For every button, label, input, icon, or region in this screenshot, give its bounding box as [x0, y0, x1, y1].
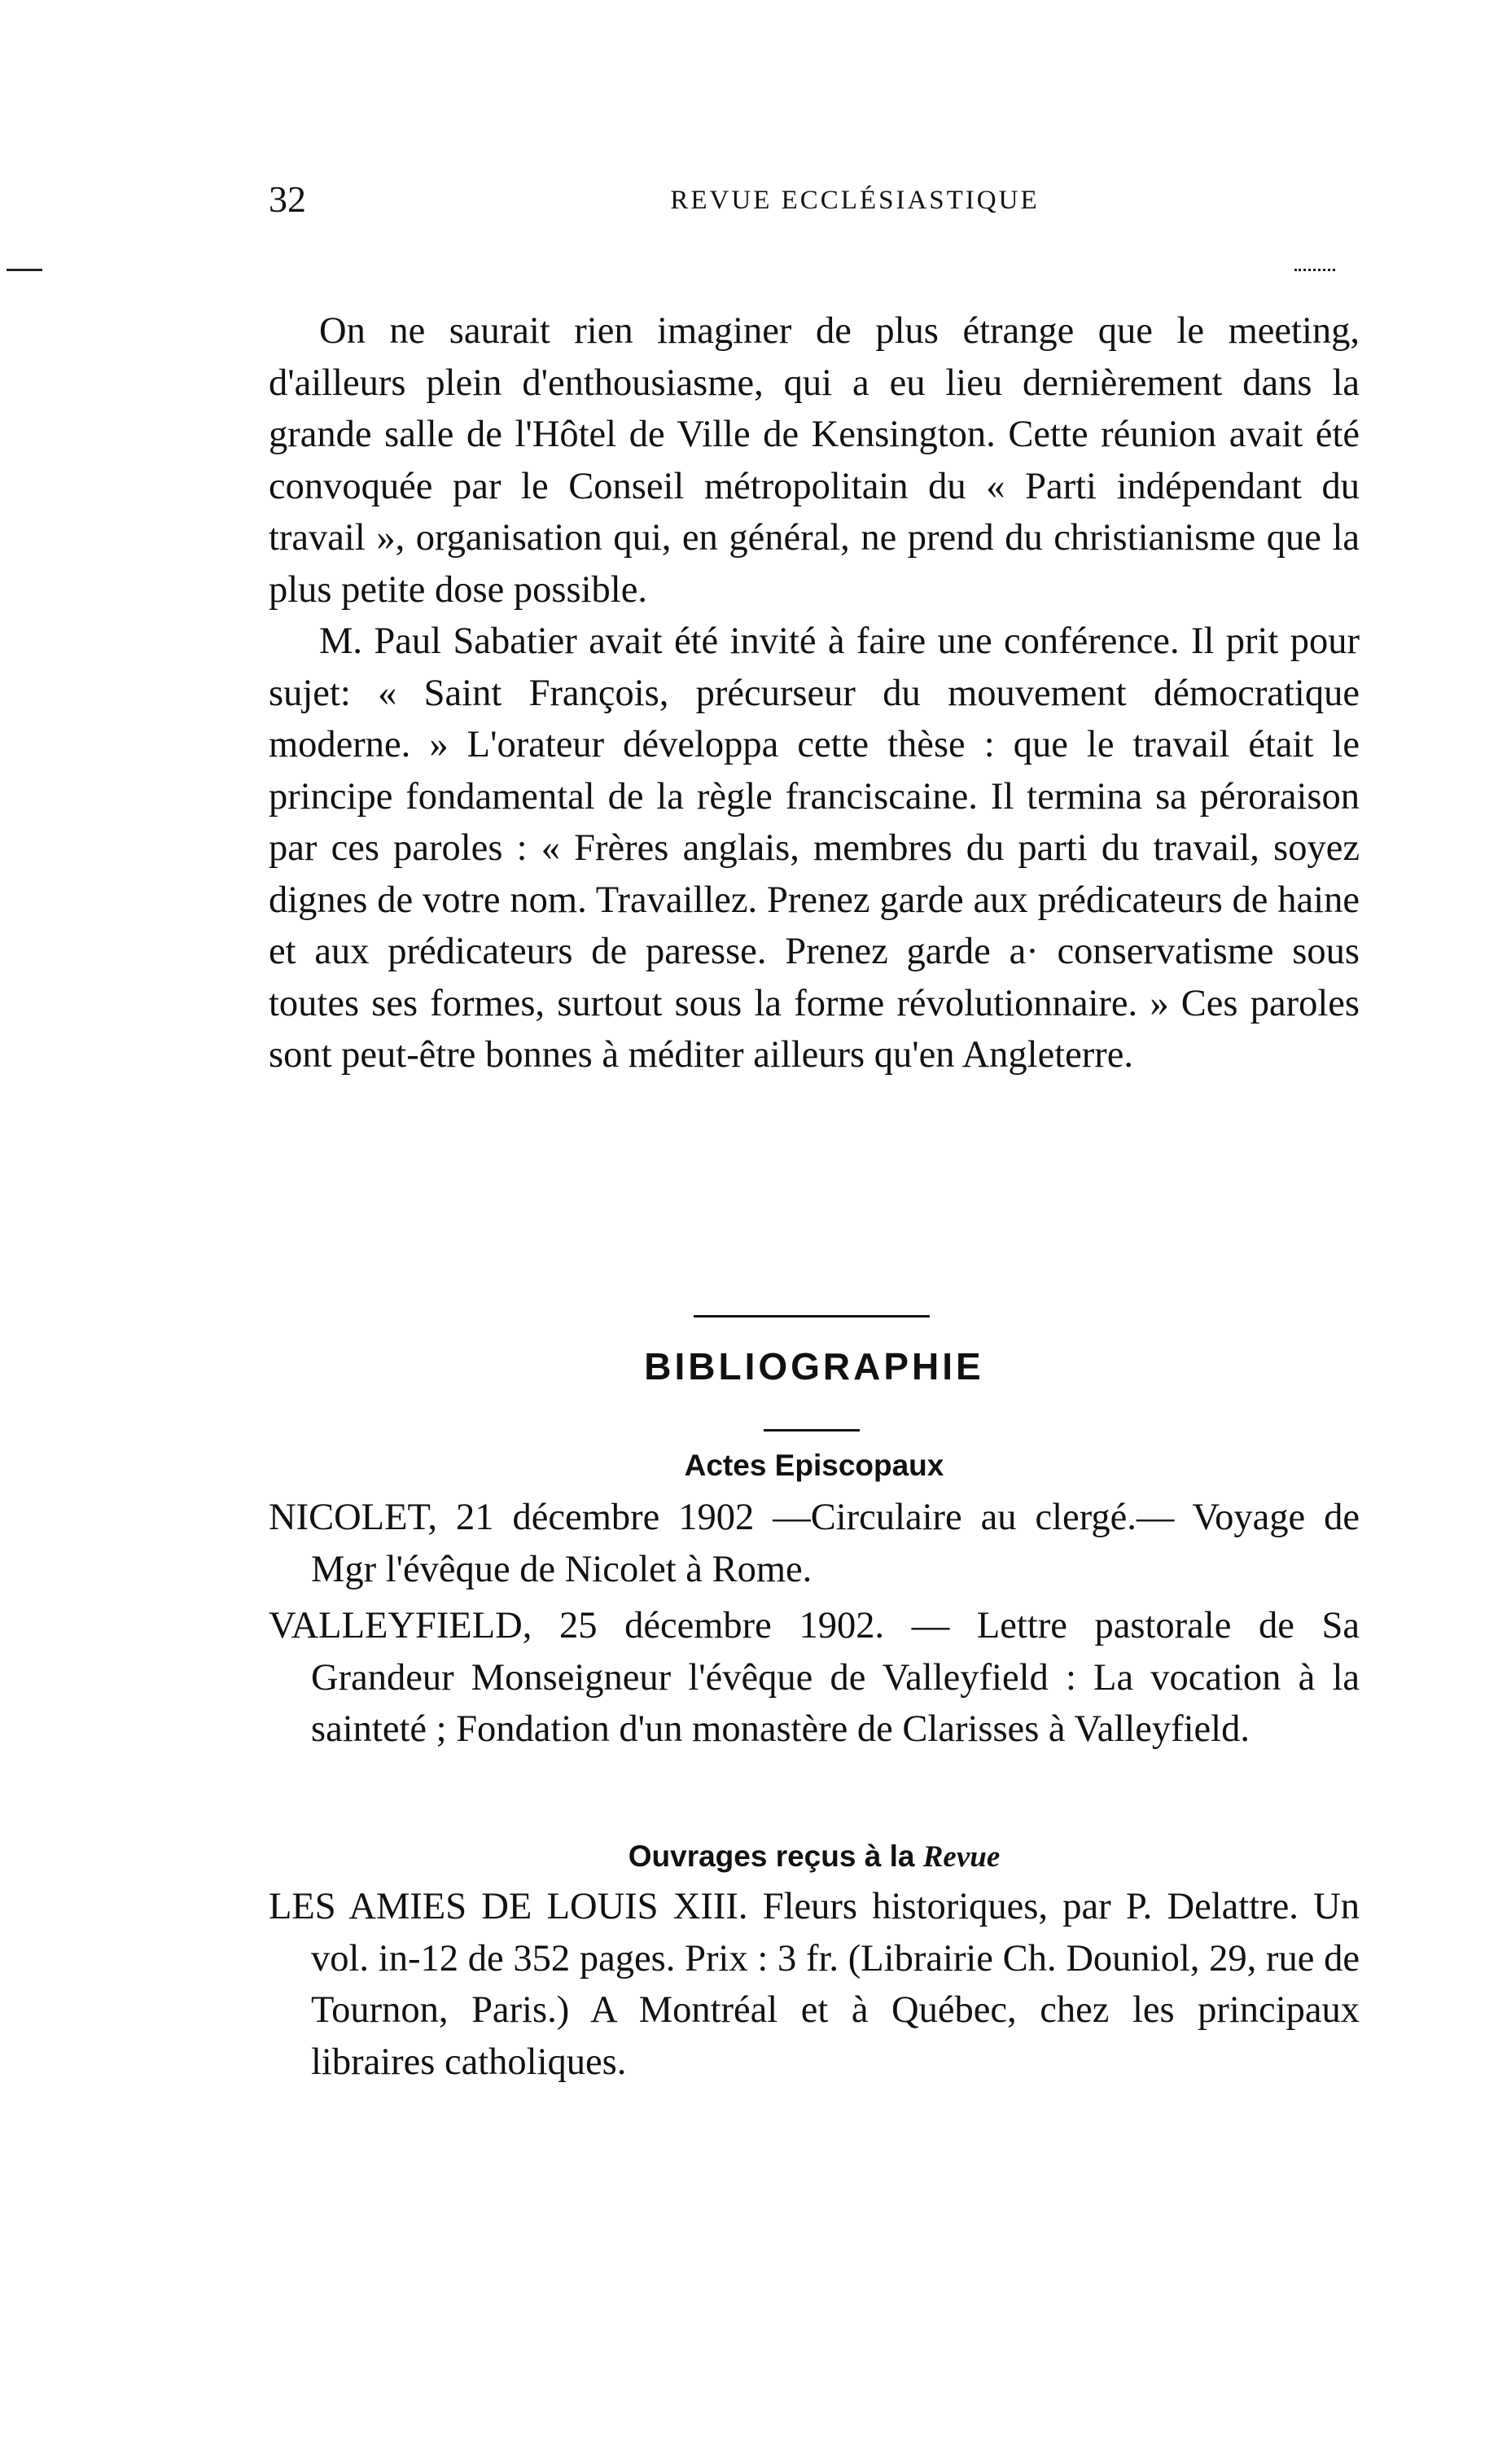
bibliography-title: BIBLIOGRAPHIE: [644, 1345, 984, 1388]
article-paragraph-1: On ne saurait rien imaginer de plus étrange que le meeting, d'ailleurs plein d'enthousiasme, qui a eu lieu dernièrement dans la grande salle de l'Hôtel de Ville de Kensington. Cette réunion avait été convoquée par le Conseil métropolitain du « Parti indépendant du travail », organisation qui, en général, ne prend du christianisme que la plus petite dose possible.: [269, 310, 1360, 611]
subsection-heading-prefix: Ouvrages reçus à la: [628, 1839, 915, 1873]
subsection-heading-revue: Revue: [922, 1840, 1001, 1874]
header-dash-left: [7, 269, 42, 271]
running-title: REVUE ECCLÉSIASTIQUE: [670, 186, 1040, 215]
bibliography-entry-amies-louis-xiii: LES AMIES DE LOUIS XIII. Fleurs historiques, par P. Delattre. Un vol. in-12 de 352 pages. Prix : 3 fr. (Librairie Ch. Douniol, 29, rue de Tournon, Paris.) A Montréal et à Québec, chez les principaux libraires catholiques.: [269, 1886, 1360, 2083]
header-dash-right: [1294, 269, 1335, 271]
article-paragraph-2: M. Paul Sabatier avait été invité à faire une conférence. Il prit pour sujet: « Saint François, précurseur du mouvement démocratique moderne. » L'orateur développa cette thèse : que le travail était le principe fondamental de la règle franciscaine. Il termina sa péroraison par ces paroles : « Frères anglais, membres du parti du travail, soyez dignes de votre nom. Travaillez. Prenez garde aux prédicateurs de haine et aux prédicateurs de paresse. Prenez garde a· conservatisme sous toutes ses formes, surtout sous la forme révolutionnaire. » Ces paroles sont peut-être bonnes à méditer ailleurs qu'en Angleterre.: [269, 620, 1360, 1076]
subsection-heading-actes: Actes Episcopaux: [684, 1449, 944, 1482]
page-header: [269, 171, 1351, 228]
bibliography-entry-nicolet: NICOLET, 21 décembre 1902 —Circulaire au clergé.— Voyage de Mgr l'évêque de Nicolet à Rome.: [269, 1497, 1360, 1590]
section-divider: [694, 1315, 930, 1317]
subsection-heading-ouvrages: [269, 1832, 1360, 1882]
entries-actes: [269, 1492, 1360, 1760]
article-body: [269, 305, 1360, 1081]
entries-ouvrages: [269, 1881, 1360, 2093]
title-underline: [764, 1429, 860, 1431]
bibliography-entry-valleyfield: VALLEYFIELD, 25 décembre 1902. — Lettre pastorale de Sa Grandeur Monseigneur l'évêque de Valleyfield : La vocation à la sainteté ; Fondation d'un monastère de Clarisses à Valleyfield.: [269, 1605, 1360, 1750]
page-number: 32: [269, 178, 306, 220]
